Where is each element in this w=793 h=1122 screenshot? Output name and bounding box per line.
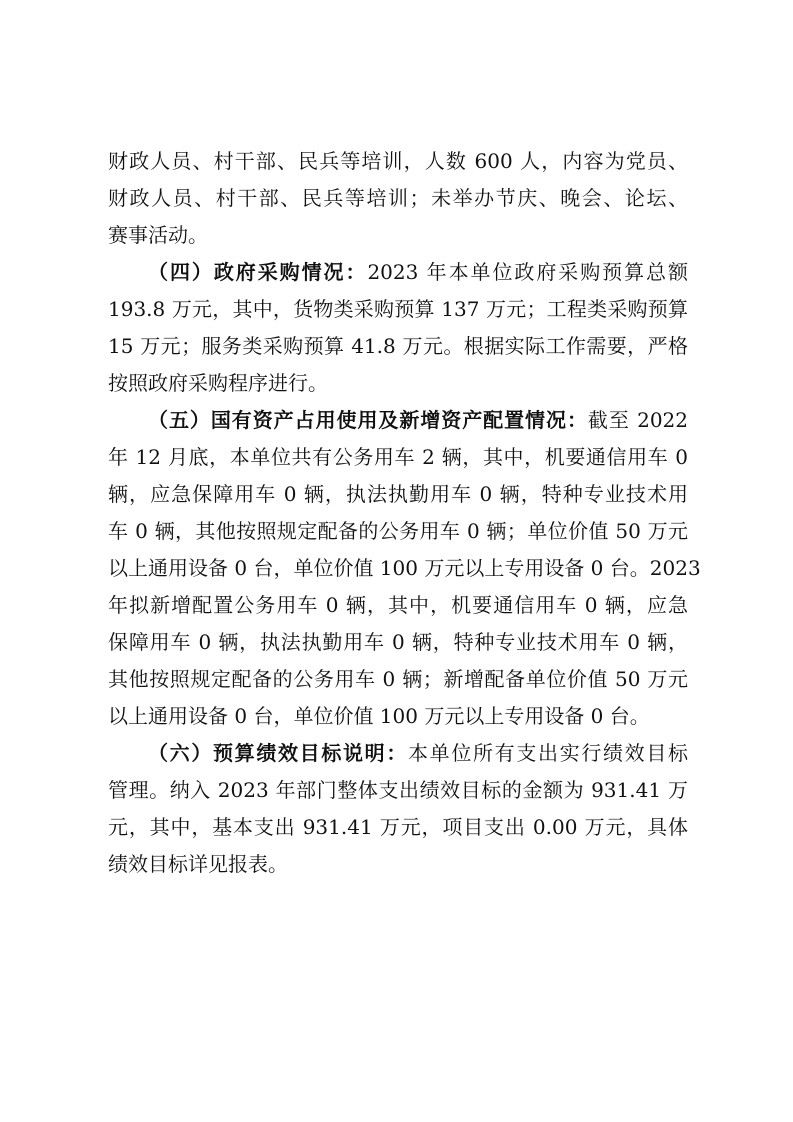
- text-line: 车 0 辆，其他按照规定配备的公务用车 0 辆；单位价值 50 万元: [108, 519, 688, 543]
- text-line: 年 12 月底，本单位共有公务用车 2 辆，其中，机要通信用车 0: [108, 445, 688, 469]
- text-line: 193.8 万元，其中，货物类采购预算 137 万元；工程类采购预算: [108, 297, 688, 321]
- text-line: 年拟新增配置公务用车 0 辆，其中，机要通信用车 0 辆，应急: [108, 593, 688, 617]
- text-line: 元，其中，基本支出 931.41 万元，项目支出 0.00 万元，具体: [108, 815, 688, 839]
- paragraph-training: [108, 143, 688, 254]
- text-line: 保障用车 0 辆，执法执勤用车 0 辆，特种专业技术用车 0 辆，: [108, 630, 688, 654]
- text-span: 本单位所有支出实行绩效目标: [408, 741, 688, 765]
- text-line: 其他按照规定配备的公务用车 0 辆；新增配备单位价值 50 万元: [108, 667, 688, 691]
- text-line: 绩效目标详见报表。: [108, 852, 288, 876]
- text-line: [108, 402, 688, 439]
- section-heading-performance-goals: （六）预算绩效目标说明：: [148, 741, 408, 765]
- text-line: 赛事活动。: [108, 223, 208, 247]
- text-span: 2023 年本单位政府采购预算总额: [367, 260, 689, 284]
- text-line: 财政人员、村干部、民兵等培训；未举办节庆、晚会、论坛、: [108, 186, 688, 210]
- text-line: 15 万元；服务类采购预算 41.8 万元。根据实际工作需要，严格: [108, 334, 688, 358]
- text-line: [108, 254, 688, 291]
- paragraph-performance-goals: [108, 735, 688, 883]
- text-line: 以上通用设备 0 台，单位价值 100 万元以上专用设备 0 台。2023: [108, 556, 701, 580]
- text-line: [108, 735, 688, 772]
- document-body: [108, 143, 701, 883]
- text-line: 管理。纳入 2023 年部门整体支出绩效目标的金额为 931.41 万: [108, 778, 688, 802]
- paragraph-procurement: [108, 254, 688, 402]
- text-line: 辆，应急保障用车 0 辆，执法执勤用车 0 辆，特种专业技术用: [108, 482, 688, 506]
- text-line: 财政人员、村干部、民兵等培训，人数 600 人，内容为党员、: [108, 149, 688, 173]
- text-span: 截至 2022: [587, 408, 689, 432]
- section-heading-state-assets: （五）国有资产占用使用及新增资产配置情况：: [148, 408, 588, 432]
- section-heading-procurement: （四）政府采购情况：: [148, 260, 368, 284]
- paragraph-state-assets: [108, 402, 701, 735]
- text-line: 按照政府采购程序进行。: [108, 371, 328, 395]
- text-line: 以上通用设备 0 台，单位价值 100 万元以上专用设备 0 台。: [108, 704, 650, 728]
